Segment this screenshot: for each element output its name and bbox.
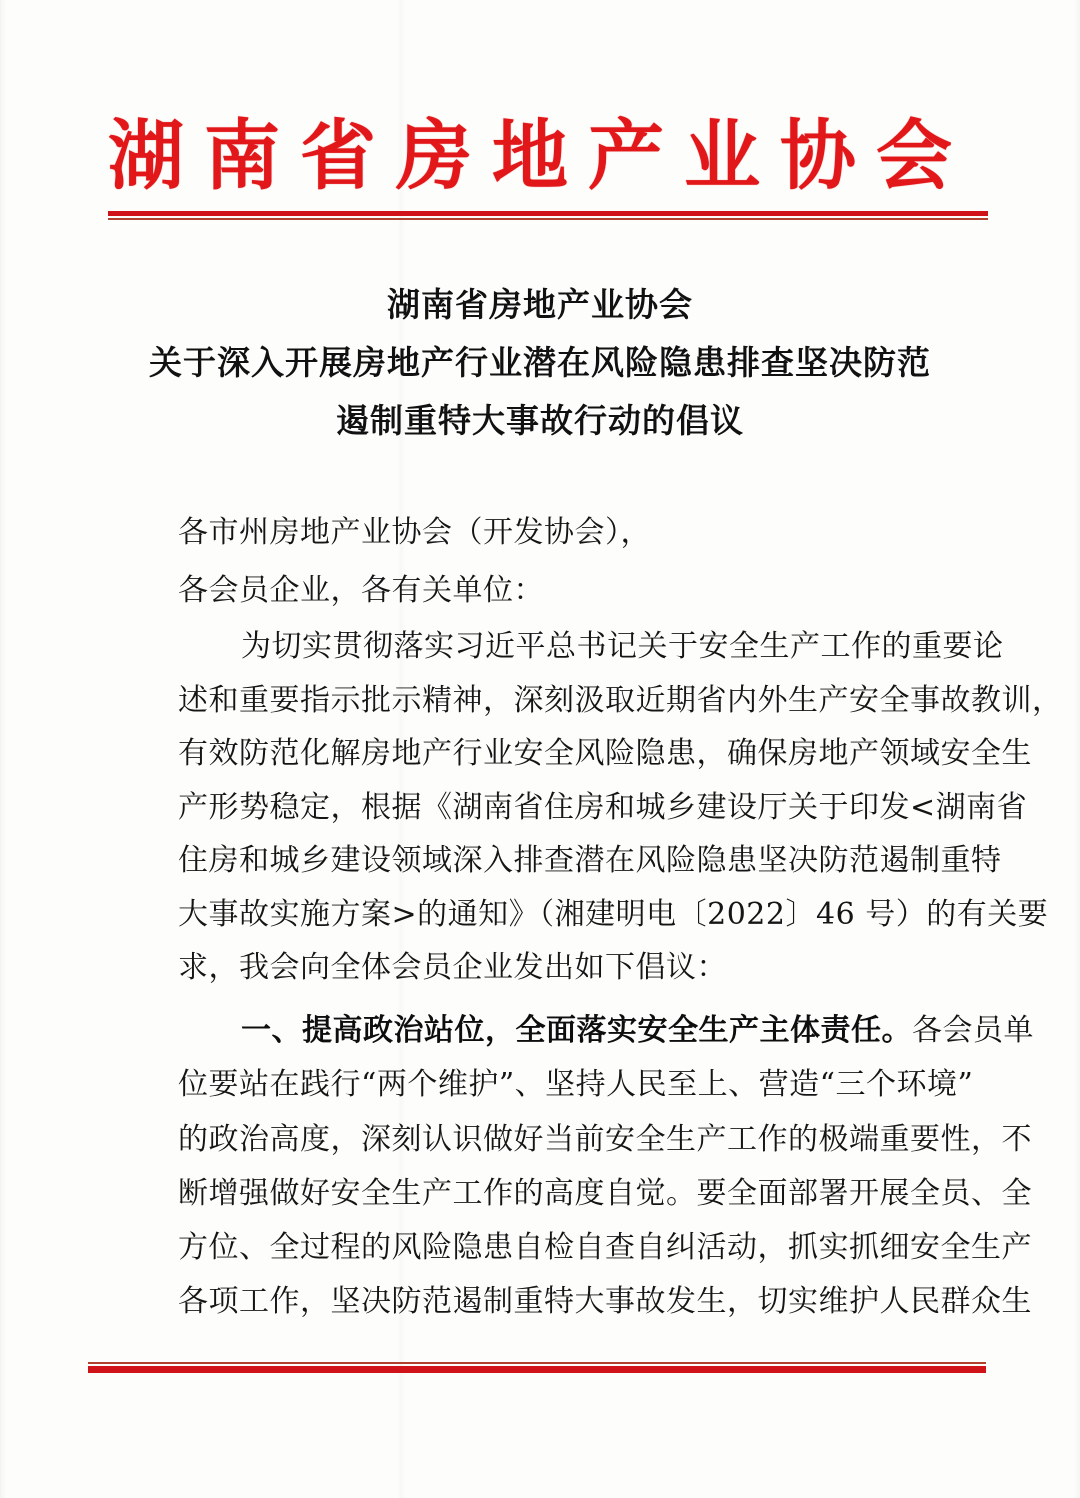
paragraph-1-line: 述和重要指示批示精神，深刻汲取近期省内外生产安全事故教训， — [178, 682, 1063, 718]
divider-thin-line — [108, 218, 988, 220]
letterhead-divider-rule — [108, 211, 988, 220]
paragraph-2-line-1 — [178, 1008, 1034, 1062]
document-title-line-3: 遏制重特大事故行动的倡议 — [336, 401, 744, 440]
section-heading-bold: 一、提高政治站位，全面落实安全生产主体责任。 — [241, 1013, 912, 1048]
paragraph-1-line: 有效防范化解房地产行业安全风险隐患，确保房地产领域安全生 — [178, 736, 1032, 771]
paragraph-2-line: 各项工作，坚决防范遏制重特大事故发生，切实维护人民群众生 — [178, 1284, 1032, 1320]
paragraph-2-line-1-rest: 各会员单 — [912, 1013, 1034, 1048]
paragraph-1-line: 为切实贯彻落实习近平总书记关于安全生产工作的重要论 — [241, 629, 1004, 664]
paragraph-1 — [178, 624, 1063, 999]
footer-divider-rule — [88, 1362, 986, 1373]
letterhead-org-title: 湖南省房地产业协会 — [108, 111, 972, 200]
salutation-line-2: 各会员企业，各有关单位： — [178, 573, 544, 608]
paragraph-2 — [178, 1008, 1034, 1334]
paragraph-2-line: 方位、全过程的风险隐患自检自查自纠活动，抓实抓细安全生产 — [178, 1230, 1032, 1266]
document-title — [0, 283, 1080, 457]
divider-thick-line — [88, 1366, 986, 1373]
paragraph-2-line: 断增强做好安全生产工作的高度自觉。要全面部署开展全员、全 — [178, 1175, 1032, 1211]
paragraph-1-line: 求，我会向全体会员企业发出如下倡议： — [178, 950, 727, 985]
salutation-line-1: 各市州房地产业协会（开发协会）， — [178, 515, 651, 550]
document-title-line-1: 湖南省房地产业协会 — [387, 285, 693, 324]
paragraph-1-line: 住房和城乡建设领域深入排查潜在风险隐患坚决防范遏制重特 — [178, 843, 1002, 878]
paragraph-2-line: 的政治高度，深刻认识做好当前安全生产工作的极端重要性，不 — [178, 1121, 1032, 1157]
salutation — [178, 512, 978, 628]
paragraph-1-line: 产形势稳定，根据《湖南省住房和城乡建设厅关于印发<湖南省 — [178, 789, 1028, 825]
paragraph-2-line: 位要站在践行“两个维护”、坚持人民至上、营造“三个环境” — [178, 1067, 974, 1103]
document-title-line-2: 关于深入开展房地产行业潜在风险隐患排查坚决防范 — [149, 343, 931, 382]
paragraph-1-line: 大事故实施方案>的通知》（湘建明电〔2022〕46 号）的有关要 — [178, 896, 1049, 932]
